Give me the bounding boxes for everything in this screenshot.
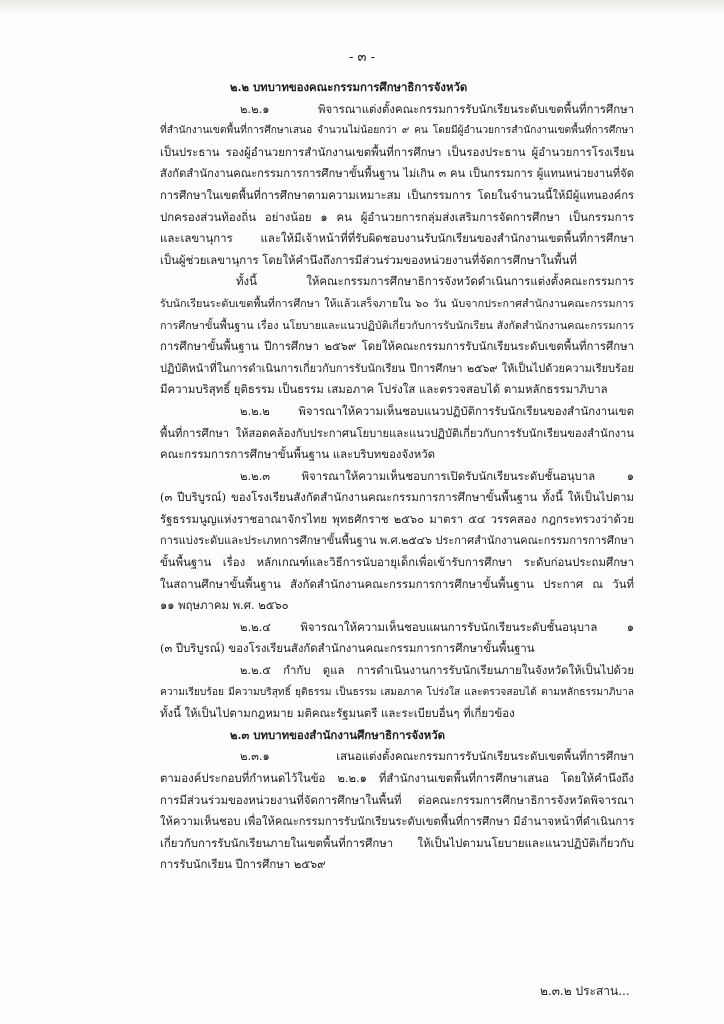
paragraph-line: ๒.๒.๕ กำกับ ดูแล การดำเนินงานการรับนักเรียนภายในจังหวัดให้เป็นไปด้วย xyxy=(240,663,634,678)
paragraph-2-2-1-note xyxy=(160,271,634,401)
paragraph-line: ๒.๒.๒ พิจารณาให้ความเห็นชอบแนวปฏิบัติการรับนักเรียนของสำนักงานเขต xyxy=(240,403,634,418)
paragraph-2-3-1 xyxy=(160,746,634,876)
paragraph-line: รัฐธรรมนูญแห่งราชอาณาจักรไทย พุทธศักราช ๒๕๖๐ มาตรา ๕๔ วรรคสอง กฎกระทรวงว่าด้วย xyxy=(160,511,634,526)
paragraph-line: ตามองค์ประกอบที่กำหนดไว้ในข้อ ๒.๒.๑ ที่สำนักงานเขตพื้นที่การศึกษาเสนอ โดยให้คำนึงถึง xyxy=(160,771,634,785)
paragraph-line: การแบ่งระดับและประเภทการศึกษาขั้นพื้นฐาน พ.ศ.๒๕๔๖ ประกาศสำนักงานคณะกรรมการการศึกษา xyxy=(160,534,634,548)
paragraph-line: และเลขานุการ และให้มีเจ้าหน้าที่ที่รับผิดชอบงานรับนักเรียนของสำนักงานเขตพื้นที่การศึกษา xyxy=(160,231,634,246)
paragraph-2-2-1 xyxy=(160,99,634,272)
paragraph-line: การรับนักเรียน ปีการศึกษา ๒๕๖๙ xyxy=(160,857,326,872)
paragraph-line: ๒.๒.๔ พิจารณาให้ความเห็นชอบแผนการรับนักเรียนระดับชั้นอนุบาล ๑ xyxy=(240,619,634,634)
paragraph-line: เป็นผู้ช่วยเลขานุการ โดยให้คำนึงถึงการมีส่วนร่วมของหน่วยงานที่จัดการศึกษาในพื้นที่ xyxy=(160,252,577,267)
paragraph-line: การมีส่วนร่วมของหน่วยงานที่จัดการศึกษาในพื้นที่ ต่อคณะกรรมการศึกษาธิการจังหวัดพิจารณา xyxy=(160,792,634,807)
paragraph-line: ปกครองส่วนท้องถิ่น อย่างน้อย ๑ คน ผู้อำนวยการกลุ่มส่งเสริมการจัดการศึกษา เป็นกรรมการ xyxy=(160,209,634,224)
paragraph-line: การศึกษาในเขตพื้นที่การศึกษาตามความเหมาะสม เป็นกรรมการ โดยในจำนวนนี้ให้มีผู้แทนองค์กร xyxy=(160,188,634,202)
paragraph-line: มีความบริสุทธิ์ ยุติธรรม เป็นธรรม เสมอภาค โปร่งใส และตรวจสอบได้ ตามหลักธรรมาภิบาล xyxy=(160,382,608,397)
paragraph-line: ขั้นพื้นฐาน เรื่อง หลักเกณฑ์และวิธีการนับอายุเด็กเพื่อเข้ารับการศึกษา ระดับก่อนประถมศึกษา xyxy=(160,555,634,570)
paragraph-line: ๑๑ พฤษภาคม พ.ศ. ๒๕๖๐ xyxy=(160,598,289,613)
paragraph-line: ๒.๒.๑ พิจารณาแต่งตั้งคณะกรรมการรับนักเรียนระดับเขตพื้นที่การศึกษา xyxy=(240,101,634,116)
paragraph-line: ทั้งนี้ ให้เป็นไปตามกฎหมาย มติคณะรัฐมนตรี และระเบียบอื่นๆ ที่เกี่ยวข้อง xyxy=(160,706,515,721)
page-number: - ๓ - xyxy=(349,50,375,65)
paragraph-2-2-3 xyxy=(160,466,634,617)
paragraph-line: การศึกษาขั้นพื้นฐาน ปีการศึกษา ๒๕๖๙ โดยให้คณะกรรมการรับนักเรียนระดับเขตพื้นที่การศึกษา xyxy=(160,339,634,354)
paragraph-line: พื้นที่การศึกษา ให้สอดคล้องกับประกาศนโยบายและแนวปฏิบัติเกี่ยวกับการรับนักเรียนของสำนักงาน xyxy=(160,426,634,440)
continuation-note: ๒.๓.๒ ประสาน... xyxy=(540,984,630,998)
paragraph-line: ให้ความเห็นชอบ เพื่อให้คณะกรรมการรับนักเรียนระดับเขตพื้นที่การศึกษา มีอำนาจหน้าที่ดำเนินการ xyxy=(160,815,635,829)
paragraph-line: ๒.๒.๓ พิจารณาให้ความเห็นชอบการเปิดรับนักเรียนระดับชั้นอนุบาล ๑ xyxy=(240,468,634,483)
paragraph-line: เกี่ยวกับการรับนักเรียนภายในเขตพื้นที่การศึกษา ให้เป็นไปตามนโยบายและแนวปฏิบัติเกี่ยวกับ xyxy=(160,835,634,850)
section-heading: ๒.๓ บทบาทของสำนักงานศึกษาธิการจังหวัด xyxy=(230,727,445,742)
paragraph-line: (๓ ปีบริบูรณ์) ของโรงเรียนสังกัดสำนักงานคณะกรรมการการศึกษาขั้นพื้นฐาน xyxy=(160,641,535,656)
paragraph-line: เป็นประธาน รองผู้อำนวยการสำนักงานเขตพื้นที่การศึกษา เป็นรองประธาน ผู้อำนวยการโรงเรียน xyxy=(160,144,634,159)
section-heading: ๒.๒ บทบาทของคณะกรรมการศึกษาธิการจังหวัด xyxy=(230,80,468,94)
paragraph-line: ทั้งนี้ ให้คณะกรรมการศึกษาธิการจังหวัดดำเนินการแต่งตั้งคณะกรรมการ xyxy=(236,274,634,289)
paragraph-line: ที่สำนักงานเขตพื้นที่การศึกษาเสนอ จำนวนไม่น้อยกว่า ๙ คน โดยมีผู้อำนวยการสำนักงานเขตพื้นที่การศึกษา xyxy=(160,125,634,137)
paragraph-line: (๓ ปีบริบูรณ์) ของโรงเรียนสังกัดสำนักงานคณะกรรมการการศึกษาขั้นพื้นฐาน ทั้งนี้ ให้เป็นไปตาม xyxy=(160,490,634,505)
paragraph-line: รับนักเรียนระดับเขตพื้นที่การศึกษา ให้แล้วเสร็จภายใน ๖๐ วัน นับจากประกาศสำนักงานคณะกรรมการ xyxy=(160,296,634,310)
paragraph-line: การศึกษาขั้นพื้นฐาน เรื่อง นโยบายและแนวปฏิบัติเกี่ยวกับการรับนักเรียน สังกัดสำนักงานคณะกรรมการ xyxy=(160,318,634,332)
document-body xyxy=(160,77,634,876)
paragraph-line: สังกัดสำนักงานคณะกรรมการการศึกษาขั้นพื้นฐาน ไม่เกิน ๓ คน เป็นกรรมการ ผู้แทนหน่วยงานที่จัด xyxy=(160,167,634,181)
paragraph-line: คณะกรรมการการศึกษาขั้นพื้นฐาน และบริบทของจังหวัด xyxy=(160,447,436,462)
paragraph-2-2-2 xyxy=(160,401,634,466)
paragraph-line: ปฏิบัติหน้าที่ในการดำเนินการเกี่ยวกับการรับนักเรียน ปีการศึกษา ๒๕๖๙ ให้เป็นไปด้วยความเรียบร้อย xyxy=(160,361,634,375)
paragraph-line: ๒.๓.๑ เสนอแต่งตั้งคณะกรรมการรับนักเรียนระดับเขตพื้นที่การศึกษา xyxy=(240,749,634,764)
paragraph-2-2-5 xyxy=(160,660,634,725)
paragraph-line: ในสถานศึกษาขั้นพื้นฐาน สังกัดสำนักงานคณะกรรมการการศึกษาขั้นพื้นฐาน ประกาศ ณ วันที่ xyxy=(160,576,634,591)
paragraph-2-2-4 xyxy=(160,617,634,660)
paragraph-line: ความเรียบร้อย มีความบริสุทธิ์ ยุติธรรม เป็นธรรม เสมอภาค โปร่งใส และตรวจสอบได้ ตามหลักธรรมาภิบาล xyxy=(160,686,634,698)
